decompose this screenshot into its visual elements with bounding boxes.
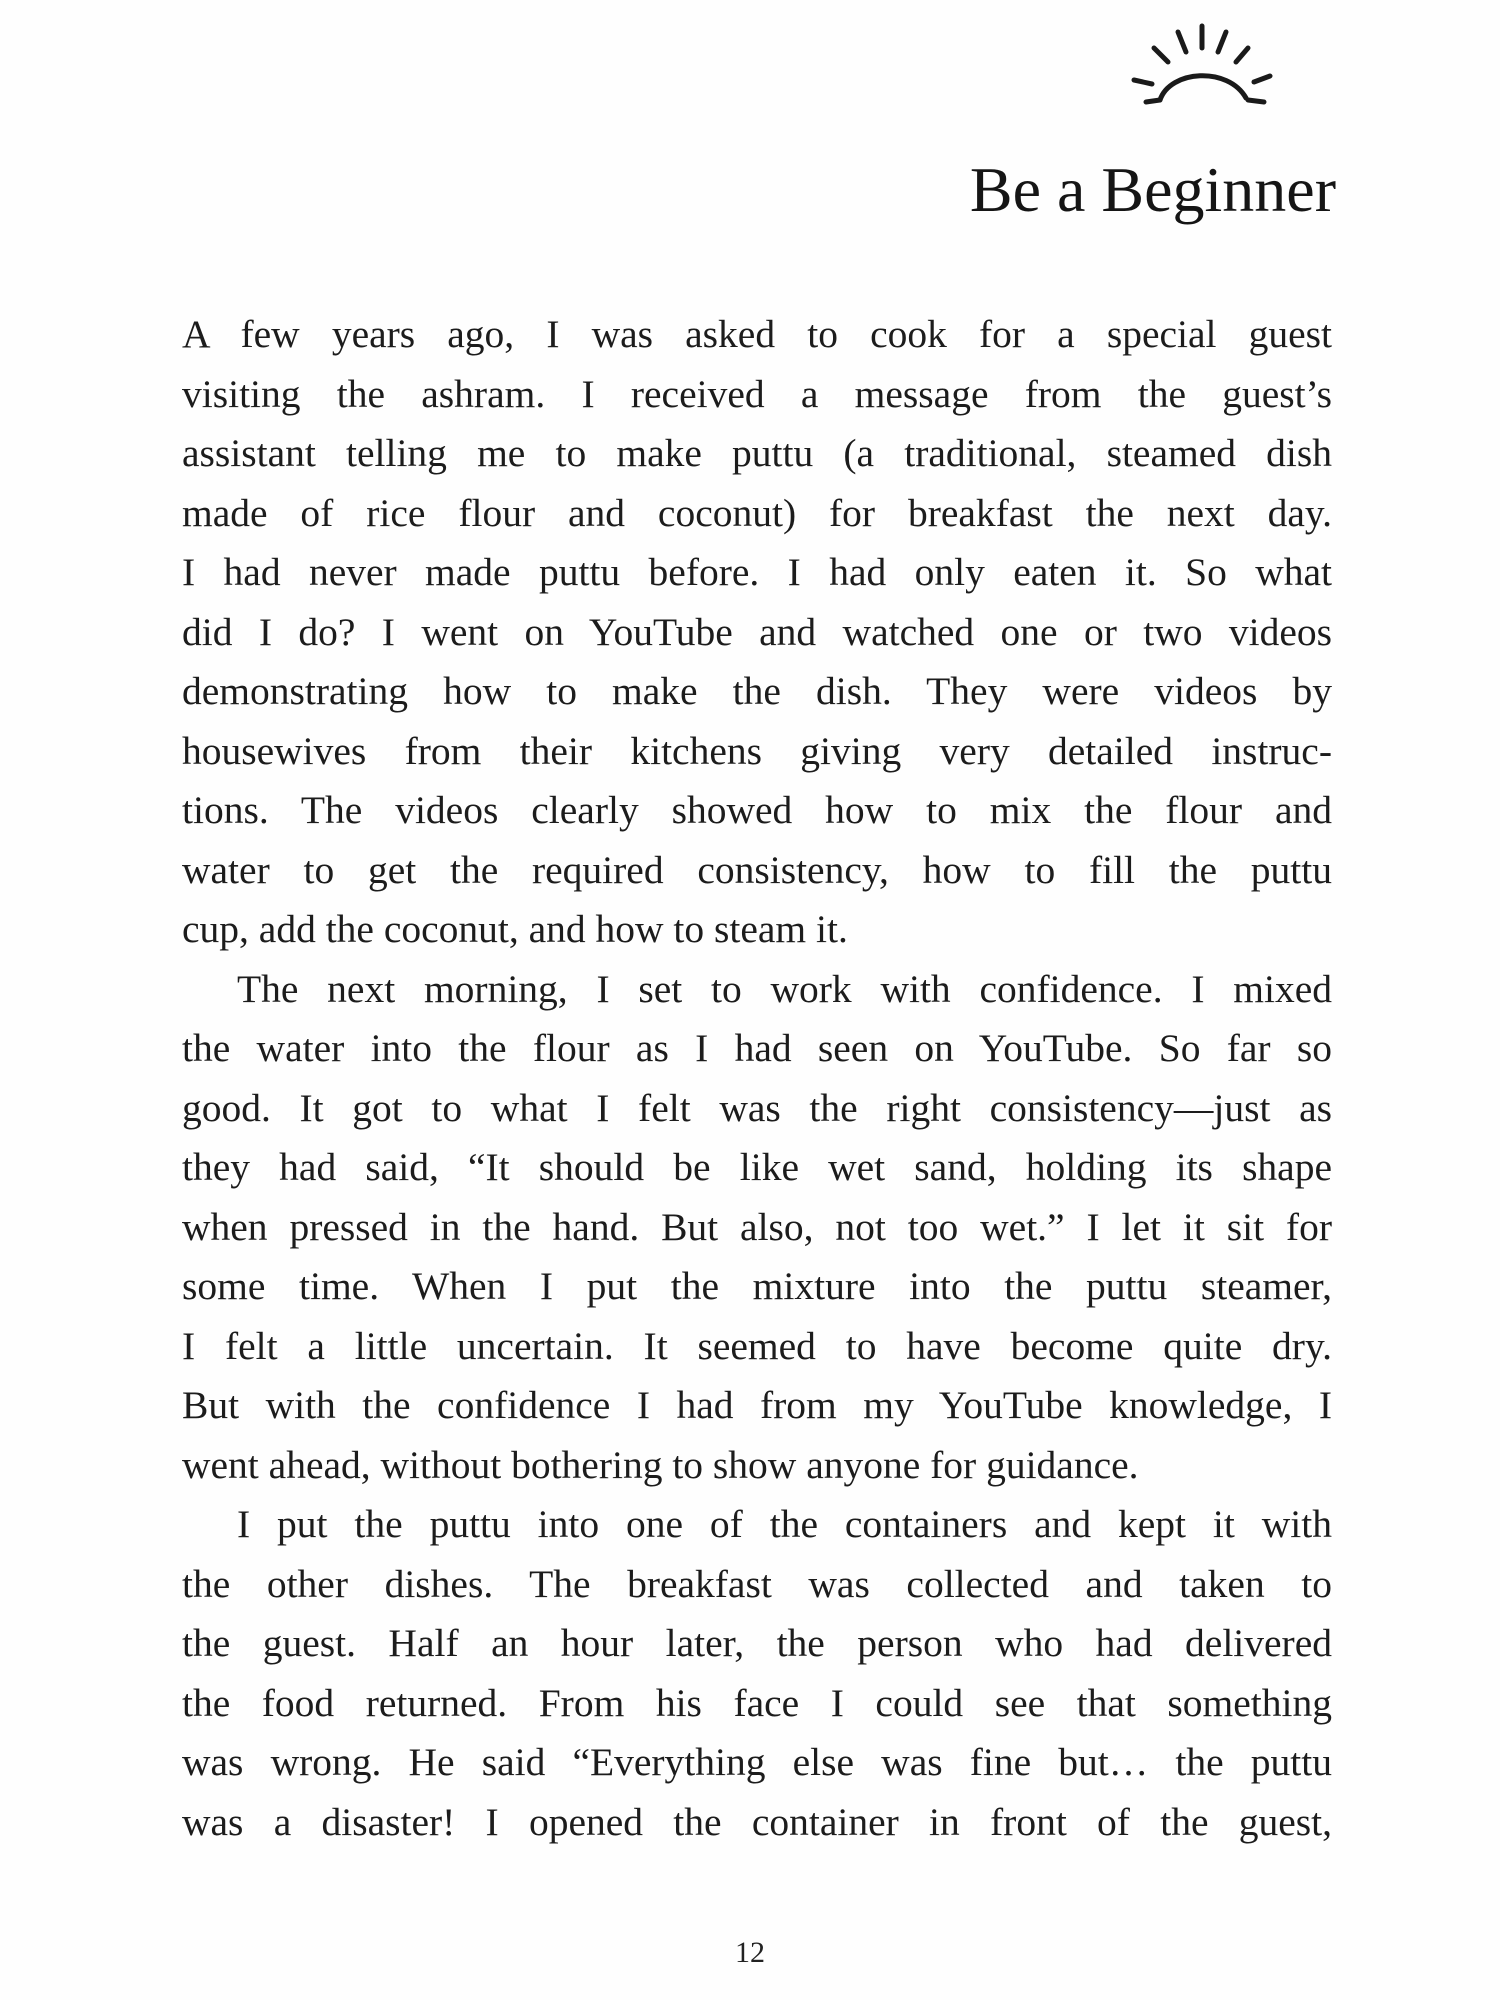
paragraph bbox=[182, 1495, 1332, 1852]
text-line: they had said, “It should be like wet sand, holding its shape bbox=[182, 1145, 1332, 1189]
text-line: made of rice flour and coconut) for breakfast the next day. bbox=[182, 490, 1332, 535]
page-number: 12 bbox=[735, 1936, 765, 1969]
text-line: demonstrating how to make the dish. They were videos by bbox=[182, 669, 1332, 713]
text-line: went ahead, without bothering to show anyone for guidance. bbox=[182, 1442, 1139, 1487]
text-line: the water into the flour as I had seen on YouTube. So far so bbox=[182, 1026, 1332, 1070]
paragraph-last-line bbox=[182, 900, 1332, 960]
text-line: water to get the required consistency, how to fill the puttu bbox=[182, 847, 1332, 892]
text-line: I felt a little uncertain. It seemed to have become quite dry. bbox=[182, 1323, 1332, 1368]
text-line: when pressed in the hand. But also, not too wet.” I let it sit for bbox=[182, 1204, 1332, 1249]
text-line: I put the puttu into one of the containers and kept it with bbox=[237, 1502, 1332, 1546]
paragraph-last-line bbox=[182, 1436, 1332, 1496]
text-line: the food returned. From his face I could see that something bbox=[182, 1680, 1332, 1725]
text-line: the guest. Half an hour later, the person who had delivered bbox=[182, 1621, 1332, 1665]
paragraph bbox=[182, 305, 1332, 900]
text-line: But with the confidence I had from my YouTube knowledge, I bbox=[182, 1383, 1332, 1427]
text-line: did I do? I went on YouTube and watched one or two videos bbox=[182, 609, 1332, 654]
chapter-title: Be a Beginner bbox=[969, 154, 1336, 225]
body-text bbox=[182, 305, 1332, 1852]
paragraph bbox=[182, 960, 1332, 1436]
text-line: assistant telling me to make puttu (a traditional, steamed dish bbox=[182, 431, 1332, 475]
text-line: The next morning, I set to work with confidence. I mixed bbox=[237, 966, 1332, 1011]
text-line: visiting the ashram. I received a message from the guest’s bbox=[182, 371, 1332, 416]
text-line: cup, add the coconut, and how to steam it. bbox=[182, 907, 848, 951]
text-line: was wrong. He said “Everything else was fine but… the puttu bbox=[182, 1740, 1332, 1784]
sun-icon bbox=[1098, 18, 1308, 118]
text-line: the other dishes. The breakfast was collected and taken to bbox=[182, 1561, 1332, 1606]
text-line: was a disaster! I opened the container in front of the guest, bbox=[182, 1799, 1332, 1844]
text-line: A few years ago, I was asked to cook for a special guest bbox=[182, 312, 1332, 356]
text-line: housewives from their kitchens giving very detailed instruc- bbox=[182, 728, 1332, 773]
text-line: good. It got to what I felt was the right consistency—just as bbox=[182, 1085, 1332, 1130]
text-line: I had never made puttu before. I had only eaten it. So what bbox=[182, 550, 1332, 594]
text-line: some time. When I put the mixture into the puttu steamer, bbox=[182, 1264, 1332, 1308]
text-line: tions. The videos clearly showed how to mix the flour and bbox=[182, 788, 1332, 832]
